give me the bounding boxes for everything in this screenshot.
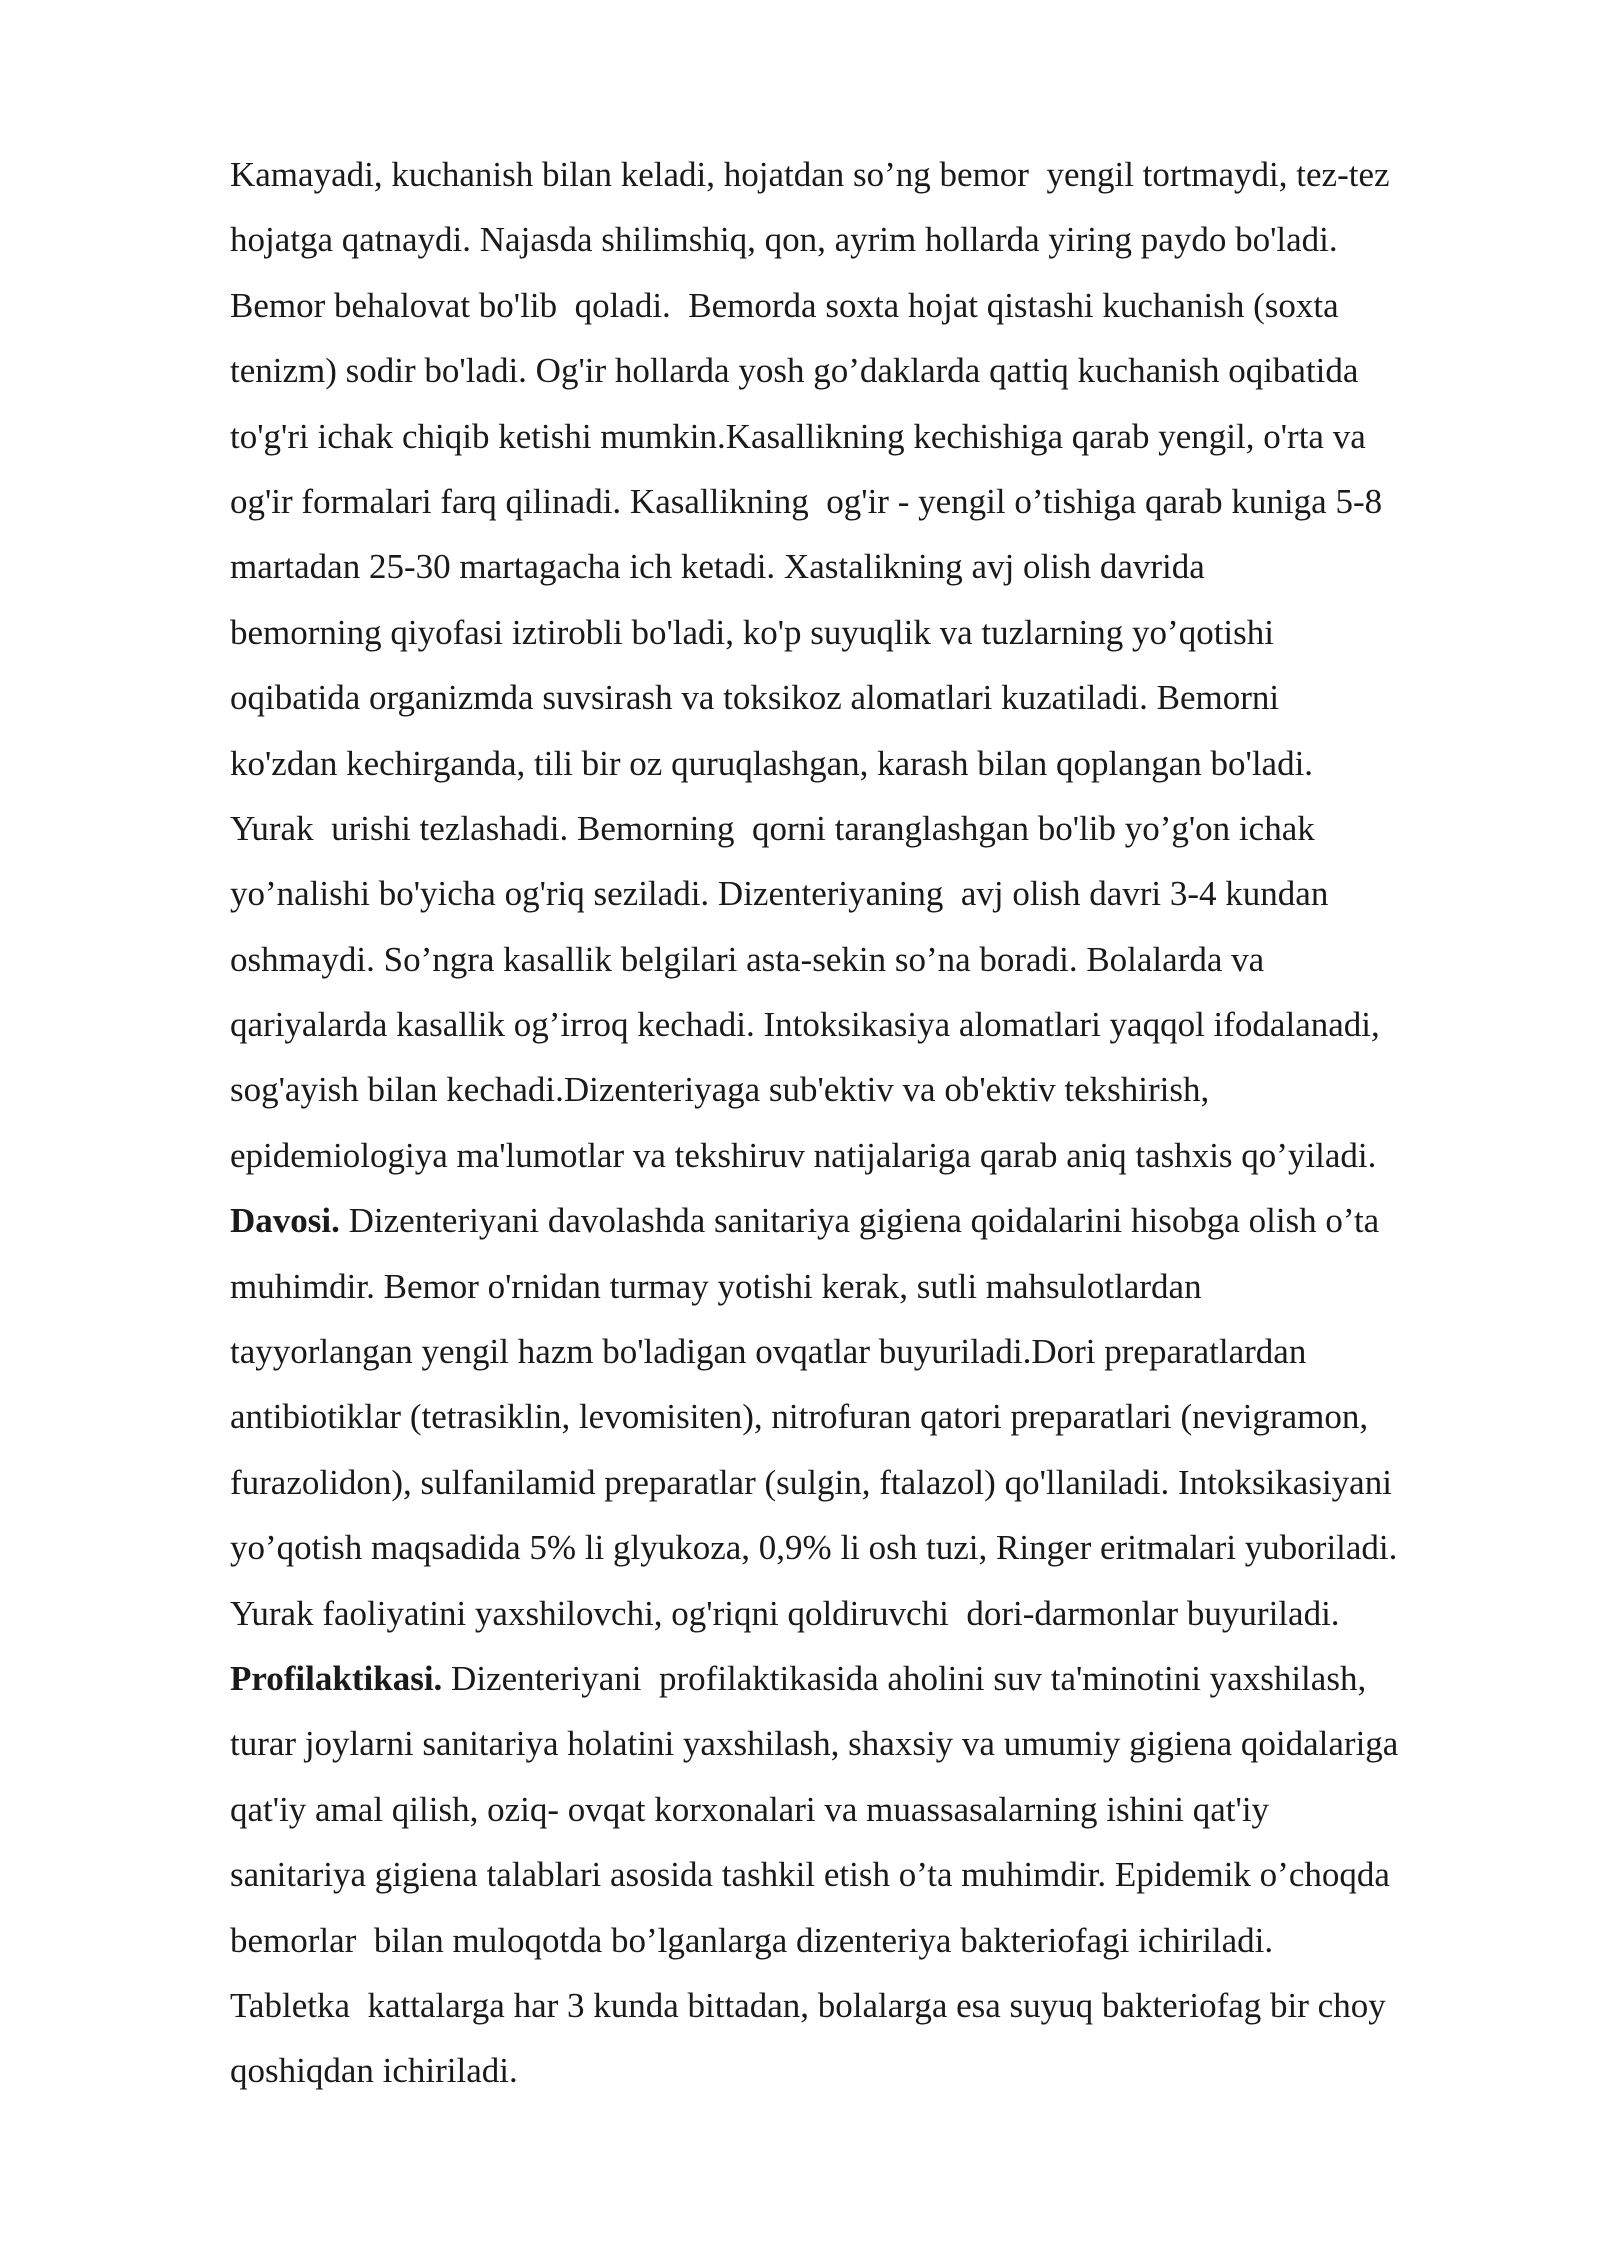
- text-line: turar joylarni sanitariya holatini yaxshilash, shaxsiy va umumiy gigiena qoidalariga: [230, 1724, 1399, 1764]
- text-line: qoshiqdan ichiriladi.: [230, 2051, 518, 2091]
- text-line: Tabletka kattalarga har 3 kunda bittadan, bolalarga esa suyuq bakteriofag bir choy: [230, 1985, 1386, 2025]
- text-line: Kamayadi, kuchanish bilan keladi, hojatdan so’ng bemor yengil tortmaydi, tez-tez: [230, 155, 1390, 194]
- profilaktika-heading: Profilaktikasi.: [230, 1658, 443, 1698]
- text-line: Yurak faoliyatini yaxshilovchi, og'riqni qoldiruvchi dori-darmonlar buyuriladi.: [230, 1593, 1340, 1633]
- text-line: yo’qotish maqsadida 5% li glyukoza, 0,9% li osh tuzi, Ringer eritmalari yuboriladi.: [230, 1528, 1398, 1568]
- profilaktika-first-text: Dizenteriyani profilaktikasida aholini suv ta'minotini yaxshilash,: [442, 1658, 1367, 1698]
- document-body: [230, 150, 1530, 2112]
- text-line: bemorning qiyofasi iztirobli bo'ladi, ko'p suyuqlik va tuzlarning yo’qotishi: [230, 612, 1275, 652]
- text-line: oshmaydi. So’ngra kasallik belgilari asta-sekin so’na boradi. Bolalarda va: [230, 939, 1265, 979]
- text-line: tayyorlangan yengil hazm bo'ladigan ovqatlar buyuriladi.Dori preparatlardan: [230, 1332, 1307, 1372]
- text-line: ko'zdan kechirganda, tili bir oz quruqlashgan, karash bilan qoplangan bo'ladi.: [230, 743, 1314, 783]
- text-line: tenizm) sodir bo'ladi. Og'ir hollarda yosh go’daklarda qattiq kuchanish oqibatida: [230, 351, 1359, 391]
- text-line: hojatga qatnaydi. Najasda shilimshiq, qon, ayrim hollarda yiring paydo bo'ladi.: [230, 220, 1338, 260]
- text-line: martadan 25-30 martagacha ich ketadi. Xastalikning avj olish davrida: [230, 547, 1205, 587]
- text-line: sog'ayish bilan kechadi.Dizenteriyaga sub'ektiv va ob'ektiv tekshirish,: [230, 1070, 1210, 1110]
- davosi-heading: Davosi.: [230, 1201, 340, 1241]
- text-line: og'ir formalari farq qilinadi. Kasallikning og'ir - yengil o’tishiga qarab kuniga 5-8: [230, 481, 1383, 521]
- text-line: sanitariya gigiena talablari asosida tashkil etish o’ta muhimdir. Epidemik o’choqda: [230, 1855, 1390, 1895]
- text-line: furazolidon), sulfanilamid preparatlar (sulgin, ftalazol) qo'llaniladi. Intoksikasiyani: [230, 1462, 1392, 1502]
- davosi-first-text: Dizenteriyani davolashda sanitariya gigiena qoidalarini hisobga olish o’ta: [339, 1201, 1380, 1241]
- text-line: qariyalarda kasallik og’irroq kechadi. Intoksikasiya alomatlari yaqqol ifodalanadi,: [230, 1005, 1380, 1045]
- text-line: bemorlar bilan muloqotda bo’lganlarga dizenteriya bakteriofagi ichiriladi.: [230, 1920, 1274, 1960]
- text-line: qat'iy amal qilish, oziq- ovqat korxonalari va muassasalarning ishini qat'iy: [230, 1789, 1270, 1829]
- davosi-first-line: [230, 1196, 1530, 1261]
- profilaktika-first-line: [230, 1654, 1530, 1719]
- text-line: yo’nalishi bo'yicha og'riq seziladi. Dizenteriyaning avj olish davri 3-4 kundan: [230, 874, 1329, 914]
- text-line: muhimdir. Bemor o'rnidan turmay yotishi kerak, sutli mahsulotlardan: [230, 1266, 1202, 1306]
- text-line: epidemiologiya ma'lumotlar va tekshiruv natijalariga qarab aniq tashxis qo’yiladi.: [230, 1135, 1377, 1175]
- text-line: Bemor behalovat bo'lib qoladi. Bemorda soxta hojat qistashi kuchanish (soxta: [230, 285, 1339, 325]
- text-line: antibiotiklar (tetrasiklin, levomisiten), nitrofuran qatori preparatlari (nevigramon,: [230, 1397, 1369, 1437]
- text-line: Yurak urishi tezlashadi. Bemorning qorni taranglashgan bo'lib yo’g'on ichak: [230, 808, 1315, 848]
- text-line: to'g'ri ichak chiqib ketishi mumkin.Kasallikning kechishiga qarab yengil, o'rta va: [230, 416, 1366, 456]
- text-line: oqibatida organizmda suvsirash va toksikoz alomatlari kuzatiladi. Bemorni: [230, 678, 1280, 718]
